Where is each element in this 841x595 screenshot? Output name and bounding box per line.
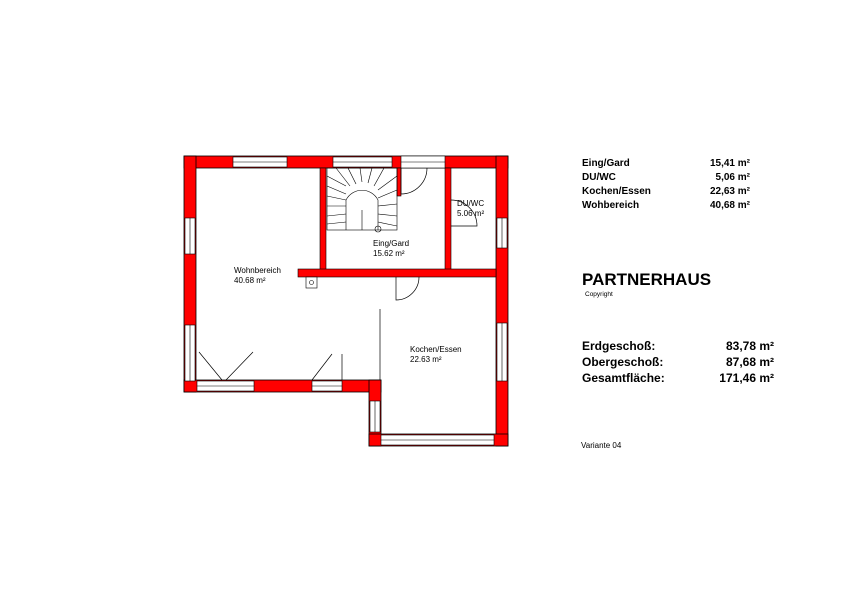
patio-door-swing-2 [312, 354, 342, 380]
chimney [306, 277, 317, 288]
plan-label-wohnbereich [234, 266, 281, 286]
room-area: 15.62 m² [373, 249, 405, 258]
room-name: Eing/Gard [373, 239, 410, 248]
house-title: PARTNERHAUS [582, 270, 712, 289]
room-name: Kochen/Essen [410, 345, 462, 354]
room-area: 22.63 m² [410, 355, 442, 364]
kitchen-door-swing [396, 277, 419, 300]
area-row-eing-gard: Eing/Gard 15,41 m² [582, 158, 750, 169]
du-wc-wall-west [445, 168, 451, 272]
patio-door-swing [199, 352, 253, 380]
room-area: 40.68 m² [234, 276, 266, 285]
room-name: DU/WC [457, 199, 485, 208]
entrance-door [401, 156, 445, 168]
variant-label: Variante 04 [581, 441, 622, 450]
plan-label-du-wc [457, 199, 484, 219]
plan-label-kochen-essen [410, 345, 462, 365]
total-row-gesamtflaeche: Gesamtfläche: 171,46 m² [582, 371, 774, 385]
copyright-label: Copyright [585, 291, 613, 298]
total-row-erdgeschoss: Erdgeschoß: 83,78 m² [582, 339, 774, 353]
area-row-du-wc: DU/WC 5,06 m² [582, 172, 750, 183]
center-wall [298, 269, 496, 277]
room-name: Wohnbereich [234, 266, 281, 275]
room-area: 5.06 m² [457, 209, 485, 218]
staircase [327, 168, 397, 232]
stair-wall-west [320, 168, 326, 272]
stair-wall-east [397, 168, 401, 196]
area-row-wohbereich: Wohbereich 40,68 m² [582, 200, 750, 211]
total-row-obergeschoss: Obergeschoß: 87,68 m² [582, 355, 774, 369]
entrance-door-swing [401, 168, 427, 194]
plan-label-eing-gard [373, 239, 409, 259]
east-wall [496, 156, 508, 446]
area-row-kochen-essen: Kochen/Essen 22,63 m² [582, 186, 750, 197]
